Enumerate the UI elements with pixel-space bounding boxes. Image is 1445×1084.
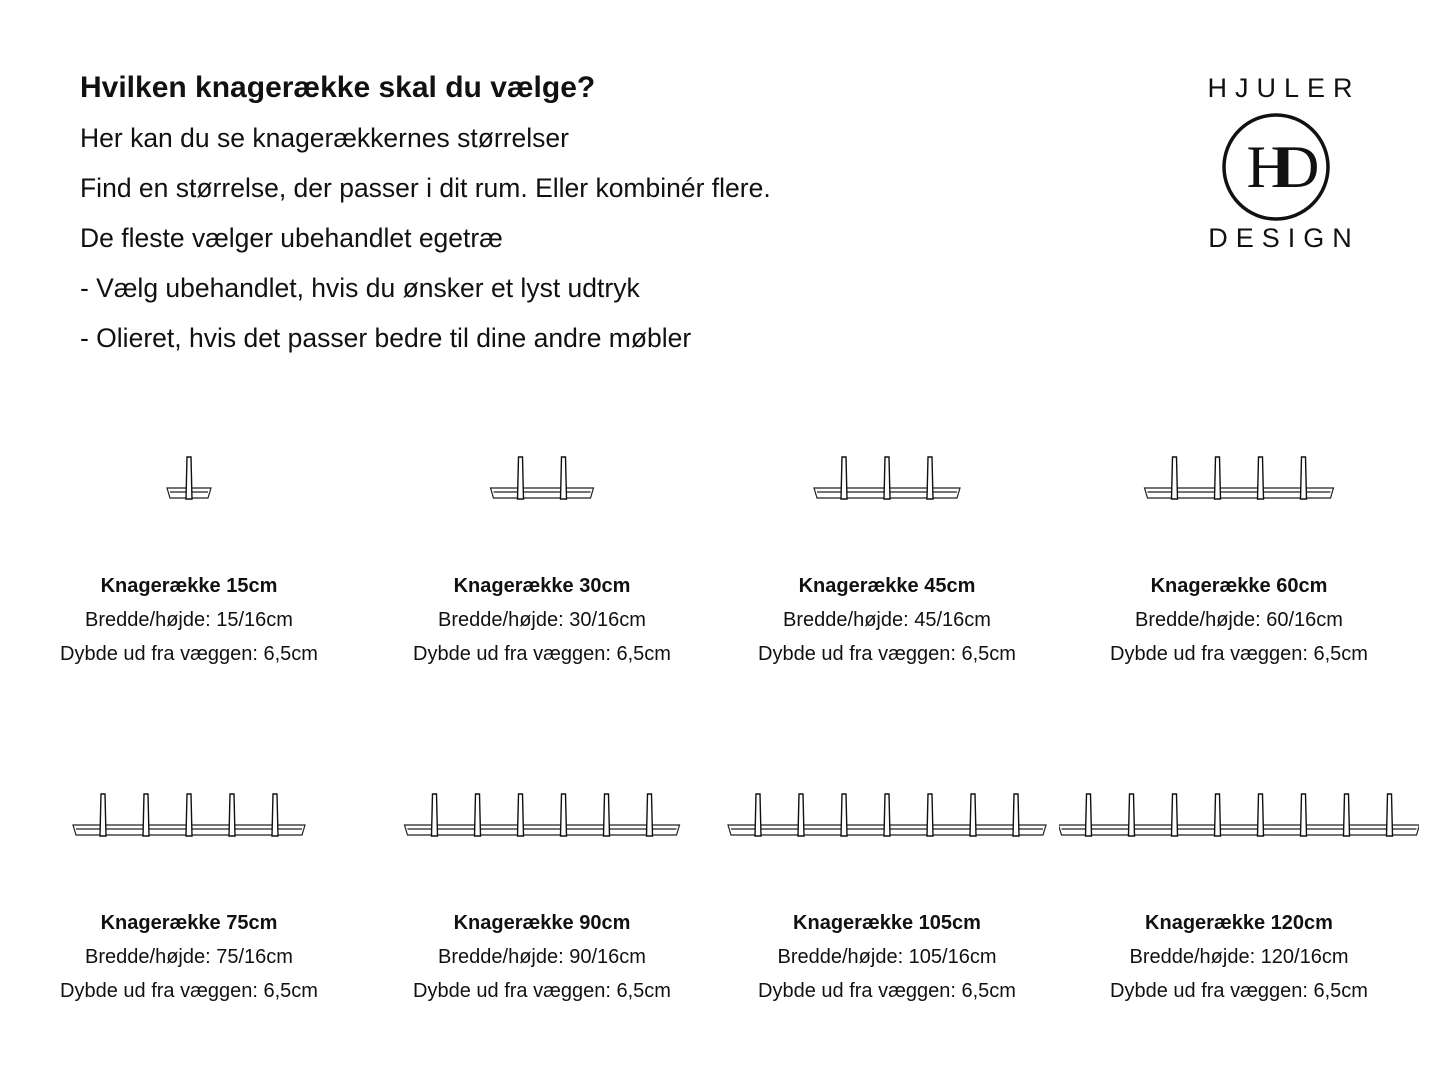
rack-drawing: [9, 792, 369, 852]
rack-name: Knagerække 15cm: [100, 575, 278, 597]
intro-line: - Olieret, hvis det passer bedre til dine andre møbler: [80, 323, 692, 353]
rack-depth: Dybde ud fra væggen: 6,5cm: [60, 980, 318, 1002]
intro-line: Find en størrelse, der passer i dit rum. Eller kombinér flere.: [80, 173, 771, 203]
rack-card: [19, 792, 359, 1016]
rack-rail: [491, 488, 594, 498]
rack-depth: Dybde ud fra væggen: 6,5cm: [758, 643, 1016, 665]
rack-hook: [1301, 457, 1307, 499]
rack-size: Bredde/højde: 45/16cm: [783, 609, 991, 631]
rack-drawing: [362, 792, 722, 852]
rack-card: [19, 455, 359, 679]
rack-size: Bredde/højde: 30/16cm: [438, 609, 646, 631]
rack-card: [372, 792, 712, 1016]
rack-hook: [100, 794, 106, 836]
rack-hook: [229, 794, 235, 836]
rack-caption: [372, 906, 712, 1008]
rack-hook: [1258, 457, 1264, 499]
rack-caption: [19, 569, 359, 671]
rack-rail: [405, 825, 680, 835]
rack-caption: [717, 569, 1057, 671]
rack-hook: [647, 794, 653, 836]
rack-hook: [1215, 794, 1221, 836]
intro-text: [80, 68, 1080, 363]
rack-hook: [1129, 794, 1135, 836]
rack-size: Bredde/højde: 60/16cm: [1135, 609, 1343, 631]
rack-hook: [1013, 794, 1019, 836]
rack-name: Knagerække 120cm: [1145, 912, 1333, 934]
rack-hook: [1215, 457, 1221, 499]
rack-drawing: [707, 455, 1067, 515]
rack-hook: [927, 457, 933, 499]
rack-hook: [432, 794, 438, 836]
rack-name: Knagerække 60cm: [1150, 575, 1328, 597]
rack-drawing: [1059, 455, 1419, 515]
intro-line: De fleste vælger ubehandlet egetræ: [80, 223, 503, 253]
rack-hook: [1086, 794, 1092, 836]
rack-hook: [798, 794, 804, 836]
intro-line: - Vælg ubehandlet, hvis du ønsker et lyst udtryk: [80, 273, 640, 303]
rack-drawing: [1059, 792, 1419, 852]
rack-hook: [561, 794, 567, 836]
rack-depth: Dybde ud fra væggen: 6,5cm: [1110, 643, 1368, 665]
rack-hook: [1344, 794, 1350, 836]
rack-size: Bredde/højde: 120/16cm: [1129, 946, 1349, 968]
rack-hook: [561, 457, 567, 499]
rack-hook: [1258, 794, 1264, 836]
rack-hook: [475, 794, 481, 836]
rack-caption: [19, 906, 359, 1008]
rack-depth: Dybde ud fra væggen: 6,5cm: [413, 643, 671, 665]
rack-drawing: [9, 455, 369, 515]
rack-card: [717, 455, 1057, 679]
rack-depth: Dybde ud fra væggen: 6,5cm: [758, 980, 1016, 1002]
rack-name: Knagerække 45cm: [798, 575, 976, 597]
rack-card: [1069, 455, 1409, 679]
rack-name: Knagerække 30cm: [453, 575, 631, 597]
rack-hook: [755, 794, 761, 836]
page-heading: Hvilken knagerække skal du vælge?: [80, 71, 596, 104]
rack-hook: [604, 794, 610, 836]
rack-hook: [1172, 794, 1178, 836]
rack-card: [717, 792, 1057, 1016]
rack-hook: [186, 794, 192, 836]
rack-drawing: [707, 792, 1067, 852]
rack-caption: [1069, 906, 1409, 1008]
rack-drawing: [362, 455, 722, 515]
rack-hook: [970, 794, 976, 836]
rack-hook: [1301, 794, 1307, 836]
logo-monogram-icon: [1221, 112, 1331, 222]
rack-hook: [518, 794, 524, 836]
logo-bottom-word: DESIGN: [1208, 223, 1360, 253]
rack-caption: [717, 906, 1057, 1008]
rack-hook: [841, 794, 847, 836]
intro-line: Her kan du se knagerækkernes størrelser: [80, 123, 569, 153]
rack-hook: [143, 794, 149, 836]
rack-rail: [1059, 825, 1419, 835]
logo-top-word: HJULER: [1207, 73, 1361, 103]
rack-name: Knagerække 105cm: [793, 912, 981, 934]
rack-card: [372, 455, 712, 679]
rack-depth: Dybde ud fra væggen: 6,5cm: [1110, 980, 1368, 1002]
rack-depth: Dybde ud fra væggen: 6,5cm: [60, 643, 318, 665]
rack-depth: Dybde ud fra væggen: 6,5cm: [413, 980, 671, 1002]
rack-card: [1069, 792, 1409, 1016]
rack-hook: [518, 457, 524, 499]
brand-logo: [1190, 70, 1362, 260]
rack-hook: [884, 794, 890, 836]
logo-monogram-text: HD: [1246, 134, 1306, 200]
rack-hook: [927, 794, 933, 836]
rack-hook: [1172, 457, 1178, 499]
rack-size: Bredde/højde: 75/16cm: [85, 946, 293, 968]
rack-caption: [372, 569, 712, 671]
rack-name: Knagerække 75cm: [100, 912, 278, 934]
rack-hook: [884, 457, 890, 499]
rack-hook: [1387, 794, 1393, 836]
rack-name: Knagerække 90cm: [453, 912, 631, 934]
rack-hook: [272, 794, 278, 836]
rack-size: Bredde/højde: 90/16cm: [438, 946, 646, 968]
rack-size: Bredde/højde: 105/16cm: [777, 946, 997, 968]
rack-hook: [841, 457, 847, 499]
rack-hook: [186, 457, 192, 499]
rack-size: Bredde/højde: 15/16cm: [85, 609, 293, 631]
rack-caption: [1069, 569, 1409, 671]
